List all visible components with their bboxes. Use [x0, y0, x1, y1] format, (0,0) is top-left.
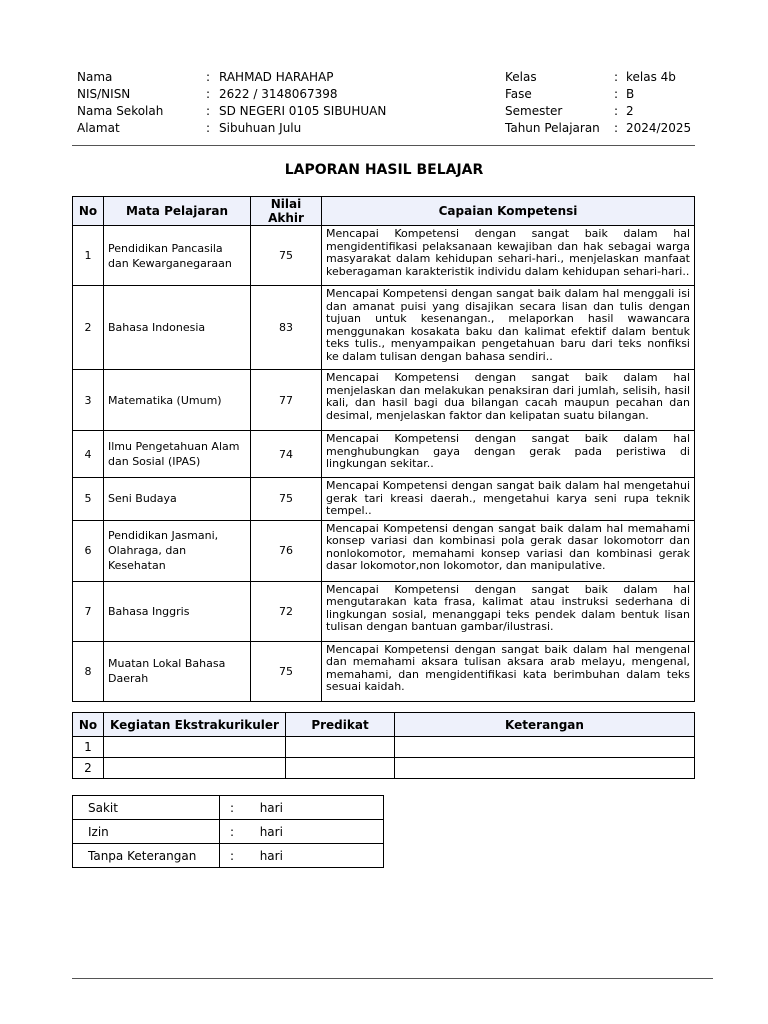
- row-score: 75: [251, 478, 322, 521]
- row-no: 7: [73, 581, 104, 641]
- info-value: B: [626, 87, 635, 101]
- info-separator: :: [614, 121, 619, 135]
- row-score: 83: [251, 286, 322, 370]
- info-separator: :: [614, 87, 619, 101]
- info-value: 2024/2025: [626, 121, 692, 135]
- row-competency: Mencapai Kompetensi dengan sangat baik dalam hal mengidentifikasi pelaksanaan kewajiban dan hak sebagai warga masyarakat dalam kehidupan sehari-hari., menjelaskan manfaat keberagaman karakteristik individu dalam kehidupan sehari-hari..: [322, 226, 695, 286]
- table-row: [73, 581, 695, 641]
- info-row-semester: [505, 103, 691, 120]
- attendance-label: Sakit: [73, 796, 220, 820]
- info-label: NIS/NISN: [77, 87, 131, 101]
- info-label: Kelas: [505, 70, 537, 84]
- table-row: [73, 286, 695, 370]
- info-separator: :: [614, 70, 619, 84]
- row-competency: Mencapai Kompetensi dengan sangat baik dalam hal menjelaskan dan melakukan penaksiran dari jumlah, selisih, hasil kali, dan hasil bagi dua bilangan cacah maupun pecahan dan desimal, menjelaskan faktor dan kelipatan suatu bilangan.: [322, 370, 695, 431]
- attendance-value: [220, 820, 384, 844]
- row-no: 1: [73, 226, 104, 286]
- row-score: 75: [251, 226, 322, 286]
- table-row: [73, 520, 695, 581]
- info-row-fase: [505, 86, 691, 103]
- info-row-nis: [77, 86, 386, 103]
- attendance-separator: :: [230, 848, 235, 863]
- col-header-predicate: Predikat: [286, 713, 395, 737]
- attendance-separator: :: [230, 824, 235, 839]
- col-header-no: No: [73, 197, 104, 226]
- col-header-competency: Capaian Kompetensi: [322, 197, 695, 226]
- info-separator: :: [206, 70, 211, 84]
- table-row: [73, 226, 695, 286]
- row-score: 74: [251, 431, 322, 478]
- info-row-kelas: [505, 69, 691, 86]
- info-separator: :: [206, 104, 211, 118]
- info-separator: :: [206, 87, 211, 101]
- col-header-note: Keterangan: [395, 713, 695, 737]
- info-label: Nama: [77, 70, 113, 84]
- row-subject: Seni Budaya: [104, 478, 251, 521]
- attendance-row-sakit: [73, 796, 384, 820]
- row-subject: Pendidikan Jasmani, Olahraga, dan Kesehatan: [104, 520, 251, 581]
- row-score: 75: [251, 641, 322, 701]
- table-row: [73, 370, 695, 431]
- footer-divider: [72, 978, 713, 979]
- grades-header-row: [73, 197, 695, 226]
- row-competency: Mencapai Kompetensi dengan sangat baik dalam hal menggali isi dan amanat puisi yang disajikan secara lisan dan tulis dengan tujuan untuk kesenangan., melaporkan hasil wawancara menggunakan kosakata baku dan kalimat efektif dalam bentuk teks tulis., menyampaikan pengetahuan baru dari teks nonfiksi ke dalam tulisan dengan bahasa sendiri..: [322, 286, 695, 370]
- info-row-sekolah: [77, 103, 386, 120]
- row-subject: Ilmu Pengetahuan Alam dan Sosial (IPAS): [104, 431, 251, 478]
- col-header-subject: Mata Pelajaran: [104, 197, 251, 226]
- row-score: 77: [251, 370, 322, 431]
- info-label: Tahun Pelajaran: [505, 121, 600, 135]
- row-no: 5: [73, 478, 104, 521]
- extracurricular-table: [72, 712, 695, 779]
- col-header-score: Nilai Akhir: [251, 197, 322, 226]
- row-competency: Mencapai Kompetensi dengan sangat baik dalam hal menghubungkan gaya dengan gerak pada peristiwa di lingkungan sekitar..: [322, 431, 695, 478]
- table-row: [73, 758, 695, 779]
- row-no: 6: [73, 520, 104, 581]
- info-separator: :: [206, 121, 211, 135]
- row-competency: Mencapai Kompetensi dengan sangat baik dalam hal mengetahui gerak tari kreasi daerah., mengetahui karya seni rupa teknik tempel..: [322, 478, 695, 521]
- info-row-alamat: [77, 120, 386, 137]
- info-row-tahun: [505, 120, 691, 137]
- row-competency: Mencapai Kompetensi dengan sangat baik dalam hal memahami konsep variasi dan kombinasi pola gerak dasar lokomotorr dan nonlokomotor, memahami konsep variasi dan kombinasi gerak dasar lokomotor,non lokomotor, dan manipulative.: [322, 520, 695, 581]
- col-header-activity: Kegiatan Ekstrakurikuler: [104, 713, 286, 737]
- attendance-label: Izin: [73, 820, 220, 844]
- info-value: 2622 / 3148067398: [219, 87, 338, 101]
- info-label: Nama Sekolah: [77, 104, 164, 118]
- info-value: SD NEGERI 0105 SIBUHUAN: [219, 104, 387, 118]
- info-value: Sibuhuan Julu: [219, 121, 302, 135]
- row-note: [395, 758, 695, 779]
- attendance-row-izin: [73, 820, 384, 844]
- table-row: [73, 431, 695, 478]
- row-subject: Bahasa Indonesia: [104, 286, 251, 370]
- row-note: [395, 737, 695, 758]
- row-predicate: [286, 737, 395, 758]
- info-value: 2: [626, 104, 634, 118]
- info-value: kelas 4b: [626, 70, 676, 84]
- row-score: 76: [251, 520, 322, 581]
- attendance-table: [72, 795, 384, 868]
- info-label: Fase: [505, 87, 532, 101]
- attendance-unit: hari: [259, 800, 283, 815]
- table-row: [73, 478, 695, 521]
- extracurricular-header-row: [73, 713, 695, 737]
- attendance-unit: hari: [259, 848, 283, 863]
- row-subject: Bahasa Inggris: [104, 581, 251, 641]
- table-row: [73, 641, 695, 701]
- row-activity: [104, 737, 286, 758]
- attendance-separator: :: [230, 800, 235, 815]
- attendance-unit: hari: [259, 824, 283, 839]
- row-activity: [104, 758, 286, 779]
- info-separator: :: [614, 104, 619, 118]
- info-value: RAHMAD HARAHAP: [219, 70, 334, 84]
- attendance-value: [220, 844, 384, 868]
- row-score: 72: [251, 581, 322, 641]
- row-no: 2: [73, 286, 104, 370]
- row-subject: Muatan Lokal Bahasa Daerah: [104, 641, 251, 701]
- table-row: [73, 737, 695, 758]
- row-competency: Mencapai Kompetensi dengan sangat baik dalam hal mengenal dan memahami aksara tulisan aksara arab melayu, mengenal, memahami, dan mengidentifikasi kata berimbuhan dalam teks sesuai kaidah.: [322, 641, 695, 701]
- attendance-value: [220, 796, 384, 820]
- page-title: LAPORAN HASIL BELAJAR: [284, 162, 484, 178]
- info-row-nama: [77, 69, 386, 86]
- grades-table: [72, 196, 695, 702]
- info-label: Alamat: [77, 121, 120, 135]
- row-subject: Pendidikan Pancasila dan Kewarganegaraan: [104, 226, 251, 286]
- attendance-label: Tanpa Keterangan: [73, 844, 220, 868]
- row-no: 1: [73, 737, 104, 758]
- row-no: 2: [73, 758, 104, 779]
- info-label: Semester: [505, 104, 563, 118]
- student-info-right: [505, 69, 691, 137]
- col-header-no: No: [73, 713, 104, 737]
- row-subject: Matematika (Umum): [104, 370, 251, 431]
- header-divider: [72, 145, 695, 146]
- row-no: 8: [73, 641, 104, 701]
- student-info-left: [77, 69, 386, 137]
- row-predicate: [286, 758, 395, 779]
- attendance-row-tanpa-keterangan: [73, 844, 384, 868]
- row-no: 4: [73, 431, 104, 478]
- row-no: 3: [73, 370, 104, 431]
- row-competency: Mencapai Kompetensi dengan sangat baik dalam hal mengutarakan kata frasa, kalimat atau instruksi sederhana di lingkungan sosial, menanggapi teks pendek dalam bentuk lisan tulisan dengan bantuan gambar/ilustrasi.: [322, 581, 695, 641]
